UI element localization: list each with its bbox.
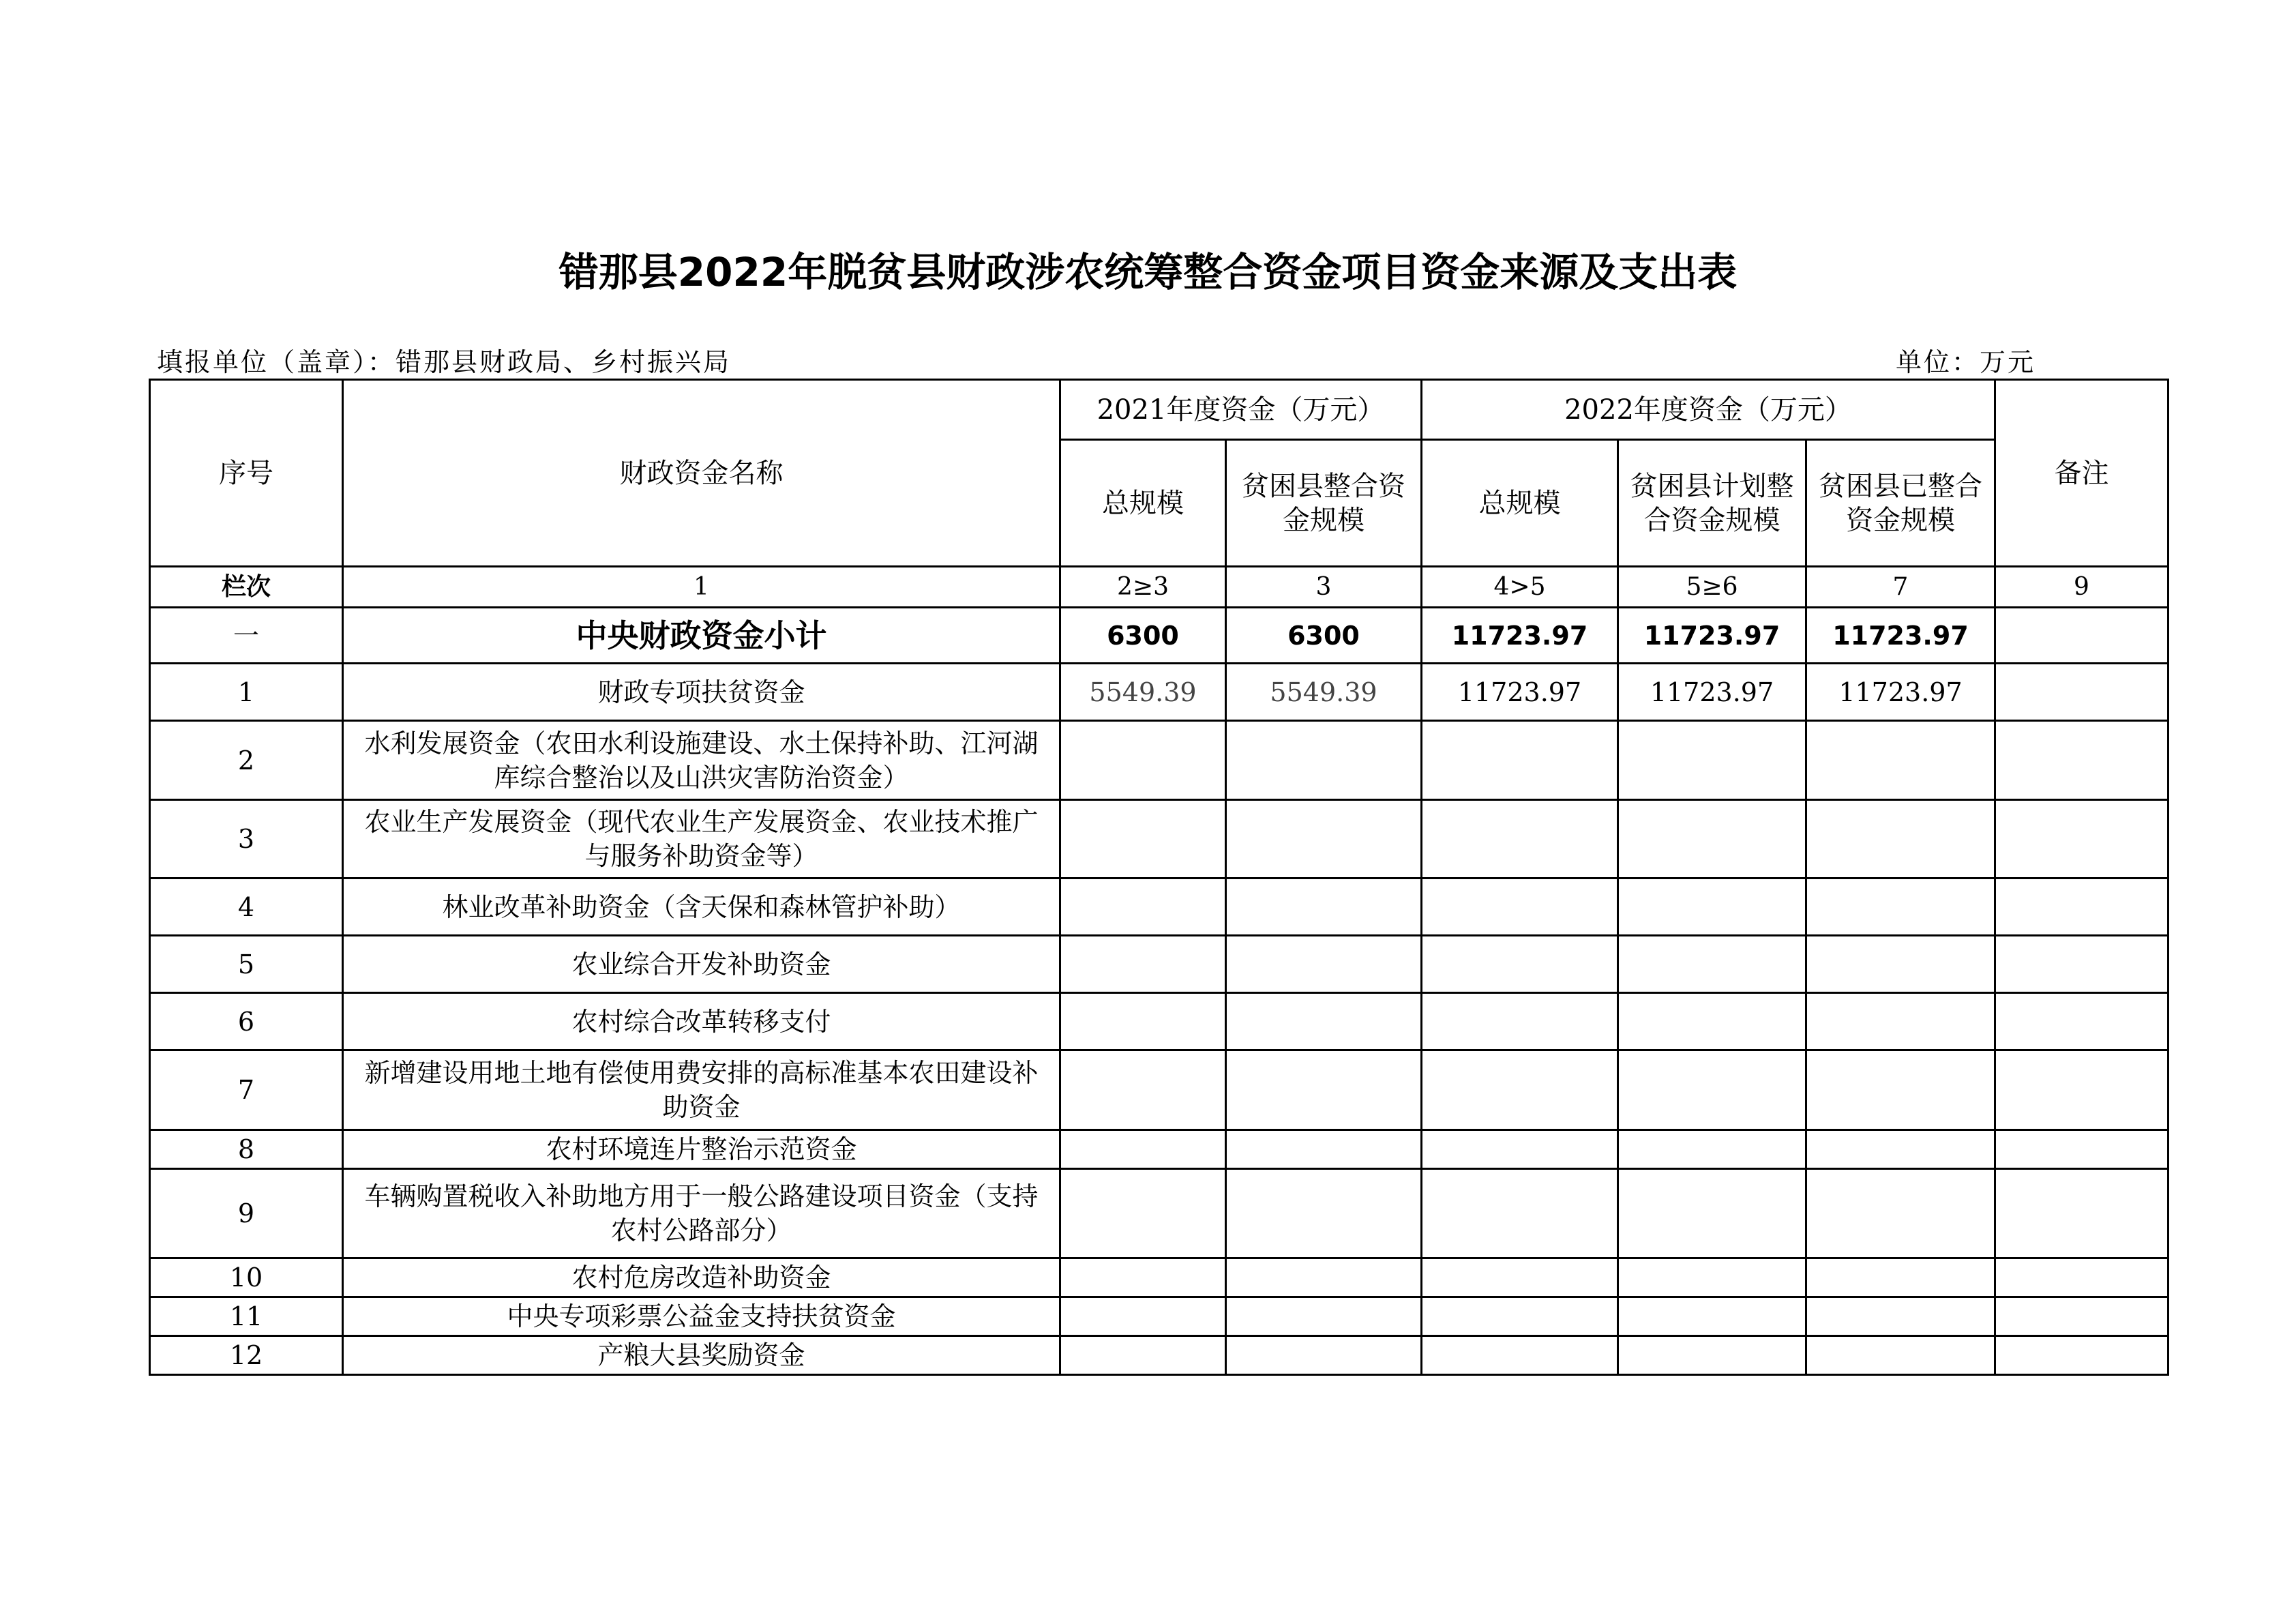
- cell-name: 财政专项扶贫资金: [343, 664, 1060, 721]
- cell-v4: [1618, 879, 1806, 936]
- cell-name: 农村环境连片整治示范资金: [343, 1130, 1060, 1169]
- cell-seq: 7: [150, 1050, 343, 1130]
- header-2021-total: 总规模: [1060, 440, 1226, 567]
- cell-v2: 5549.39: [1226, 664, 1422, 721]
- cell-v4: [1618, 1297, 1806, 1336]
- cell-v1: 5549.39: [1060, 664, 1226, 721]
- cell-remark: [1995, 1336, 2168, 1375]
- cell-v4: [1618, 1258, 1806, 1297]
- column-index-c3: 4>5: [1422, 567, 1618, 608]
- table-row: [150, 1169, 2168, 1258]
- cell-remark: [1995, 993, 2168, 1050]
- cell-v3: [1422, 1297, 1618, 1336]
- column-index-label: 栏次: [150, 567, 343, 608]
- cell-v5: [1806, 879, 1995, 936]
- table-row: [150, 1297, 2168, 1336]
- cell-name: 产粮大县奖励资金: [343, 1336, 1060, 1375]
- cell-v3: [1422, 1336, 1618, 1375]
- cell-remark: [1995, 1297, 2168, 1336]
- cell-v1: [1060, 1297, 1226, 1336]
- cell-v2: [1226, 1050, 1422, 1130]
- table-row: [150, 1258, 2168, 1297]
- cell-v3: [1422, 1169, 1618, 1258]
- cell-name: 农业综合开发补助资金: [343, 936, 1060, 993]
- cell-v2: [1226, 993, 1422, 1050]
- cell-v1: [1060, 1336, 1226, 1375]
- cell-v2: [1226, 1336, 1422, 1375]
- subtotal-v5: 11723.97: [1806, 608, 1995, 664]
- cell-v4: [1618, 1169, 1806, 1258]
- cell-v5: [1806, 1130, 1995, 1169]
- header-group-2021: 2021年度资金（万元）: [1060, 380, 1422, 440]
- cell-remark: [1995, 721, 2168, 800]
- header-2022-total: 总规模: [1422, 440, 1618, 567]
- cell-v1: [1060, 721, 1226, 800]
- cell-v1: [1060, 993, 1226, 1050]
- cell-v5: [1806, 800, 1995, 879]
- cell-v1: [1060, 1169, 1226, 1258]
- cell-v4: [1618, 1050, 1806, 1130]
- cell-seq: 3: [150, 800, 343, 879]
- subtotal-v2: 6300: [1226, 608, 1422, 664]
- column-index-c4: 5≥6: [1618, 567, 1806, 608]
- cell-v4: 11723.97: [1618, 664, 1806, 721]
- cell-seq: 4: [150, 879, 343, 936]
- table-row: [150, 664, 2168, 721]
- cell-v4: [1618, 1336, 1806, 1375]
- cell-v5: [1806, 993, 1995, 1050]
- cell-v3: [1422, 1258, 1618, 1297]
- table-row: [150, 936, 2168, 993]
- cell-remark: [1995, 879, 2168, 936]
- cell-v4: [1618, 936, 1806, 993]
- cell-v2: [1226, 1297, 1422, 1336]
- table-row: [150, 800, 2168, 879]
- cell-v1: [1060, 1258, 1226, 1297]
- cell-seq: 2: [150, 721, 343, 800]
- cell-remark: [1995, 1169, 2168, 1258]
- header-2022-planned: 贫困县计划整合资金规模: [1618, 440, 1806, 567]
- cell-v5: [1806, 1050, 1995, 1130]
- cell-seq: 11: [150, 1297, 343, 1336]
- cell-remark: [1995, 800, 2168, 879]
- cell-seq: 5: [150, 936, 343, 993]
- table-row: [150, 721, 2168, 800]
- cell-v5: [1806, 936, 1995, 993]
- cell-v3: [1422, 879, 1618, 936]
- cell-v4: [1618, 1130, 1806, 1169]
- cell-v5: [1806, 721, 1995, 800]
- cell-v2: [1226, 800, 1422, 879]
- cell-v3: [1422, 993, 1618, 1050]
- cell-name: 农村综合改革转移支付: [343, 993, 1060, 1050]
- cell-remark: [1995, 1130, 2168, 1169]
- page-title: 错那县2022年脱贫县财政涉农统筹整合资金项目资金来源及支出表: [558, 249, 1738, 295]
- cell-v5: [1806, 1297, 1995, 1336]
- cell-name: 中央专项彩票公益金支持扶贫资金: [343, 1297, 1060, 1336]
- header-name: 财政资金名称: [343, 380, 1060, 567]
- cell-v3: [1422, 721, 1618, 800]
- cell-v2: [1226, 1258, 1422, 1297]
- header-2022-done: 贫困县已整合资金规模: [1806, 440, 1995, 567]
- cell-seq: 9: [150, 1169, 343, 1258]
- table-row: [150, 993, 2168, 1050]
- cell-remark: [1995, 1258, 2168, 1297]
- cell-v1: [1060, 879, 1226, 936]
- cell-v2: [1226, 879, 1422, 936]
- cell-name: 水利发展资金（农田水利设施建设、水土保持补助、江河湖库综合整治以及山洪灾害防治资金）: [343, 721, 1060, 800]
- cell-v1: [1060, 1130, 1226, 1169]
- header-remark: 备注: [1995, 380, 2168, 567]
- table-row: [150, 879, 2168, 936]
- cell-v3: [1422, 1050, 1618, 1130]
- cell-name: 农村危房改造补助资金: [343, 1258, 1060, 1297]
- cell-v1: [1060, 1050, 1226, 1130]
- funds-table: [149, 379, 2169, 1376]
- cell-v4: [1618, 993, 1806, 1050]
- cell-seq: 8: [150, 1130, 343, 1169]
- cell-v4: [1618, 721, 1806, 800]
- cell-v2: [1226, 1130, 1422, 1169]
- column-index-c2: 3: [1226, 567, 1422, 608]
- cell-name: 农业生产发展资金（现代农业生产发展资金、农业技术推广与服务补助资金等）: [343, 800, 1060, 879]
- column-index-c6: 9: [1995, 567, 2168, 608]
- cell-seq: 6: [150, 993, 343, 1050]
- cell-seq: 10: [150, 1258, 343, 1297]
- cell-v1: [1060, 800, 1226, 879]
- cell-seq: 1: [150, 664, 343, 721]
- header-group-2022: 2022年度资金（万元）: [1422, 380, 1995, 440]
- cell-v4: [1618, 800, 1806, 879]
- cell-v5: [1806, 1258, 1995, 1297]
- header-2021-integrated: 贫困县整合资金规模: [1226, 440, 1422, 567]
- cell-v3: [1422, 936, 1618, 993]
- table-row: [150, 1336, 2168, 1375]
- cell-v3: [1422, 1130, 1618, 1169]
- cell-name: 新增建设用地土地有偿使用费安排的高标准基本农田建设补助资金: [343, 1050, 1060, 1130]
- subtotal-v4: 11723.97: [1618, 608, 1806, 664]
- cell-v3: 11723.97: [1422, 664, 1618, 721]
- cell-remark: [1995, 1050, 2168, 1130]
- header-seq: 序号: [150, 380, 343, 567]
- subtotal-v1: 6300: [1060, 608, 1226, 664]
- cell-name: 车辆购置税收入补助地方用于一般公路建设项目资金（支持农村公路部分）: [343, 1169, 1060, 1258]
- column-index-c5: 7: [1806, 567, 1995, 608]
- subtotal-remark: [1995, 608, 2168, 664]
- cell-v5: [1806, 1336, 1995, 1375]
- cell-seq: 12: [150, 1336, 343, 1375]
- cell-remark: [1995, 936, 2168, 993]
- cell-name: 林业改革补助资金（含天保和森林管护补助）: [343, 879, 1060, 936]
- subtotal-name: 中央财政资金小计: [343, 608, 1060, 664]
- cell-v1: [1060, 936, 1226, 993]
- cell-v2: [1226, 1169, 1422, 1258]
- subtotal-seq: 一: [150, 608, 343, 664]
- table-row: [150, 1050, 2168, 1130]
- cell-remark: [1995, 664, 2168, 721]
- cell-v2: [1226, 936, 1422, 993]
- column-index-name: 1: [343, 567, 1060, 608]
- cell-v5: [1806, 1169, 1995, 1258]
- cell-v3: [1422, 800, 1618, 879]
- table-row: [150, 1130, 2168, 1169]
- subtotal-v3: 11723.97: [1422, 608, 1618, 664]
- cell-v2: [1226, 721, 1422, 800]
- filler-unit: 填报单位（盖章）：错那县财政局、乡村振兴局: [157, 347, 732, 377]
- unit-label: 单位：万元: [1896, 347, 2036, 377]
- column-index-c1: 2≥3: [1060, 567, 1226, 608]
- cell-v5: 11723.97: [1806, 664, 1995, 721]
